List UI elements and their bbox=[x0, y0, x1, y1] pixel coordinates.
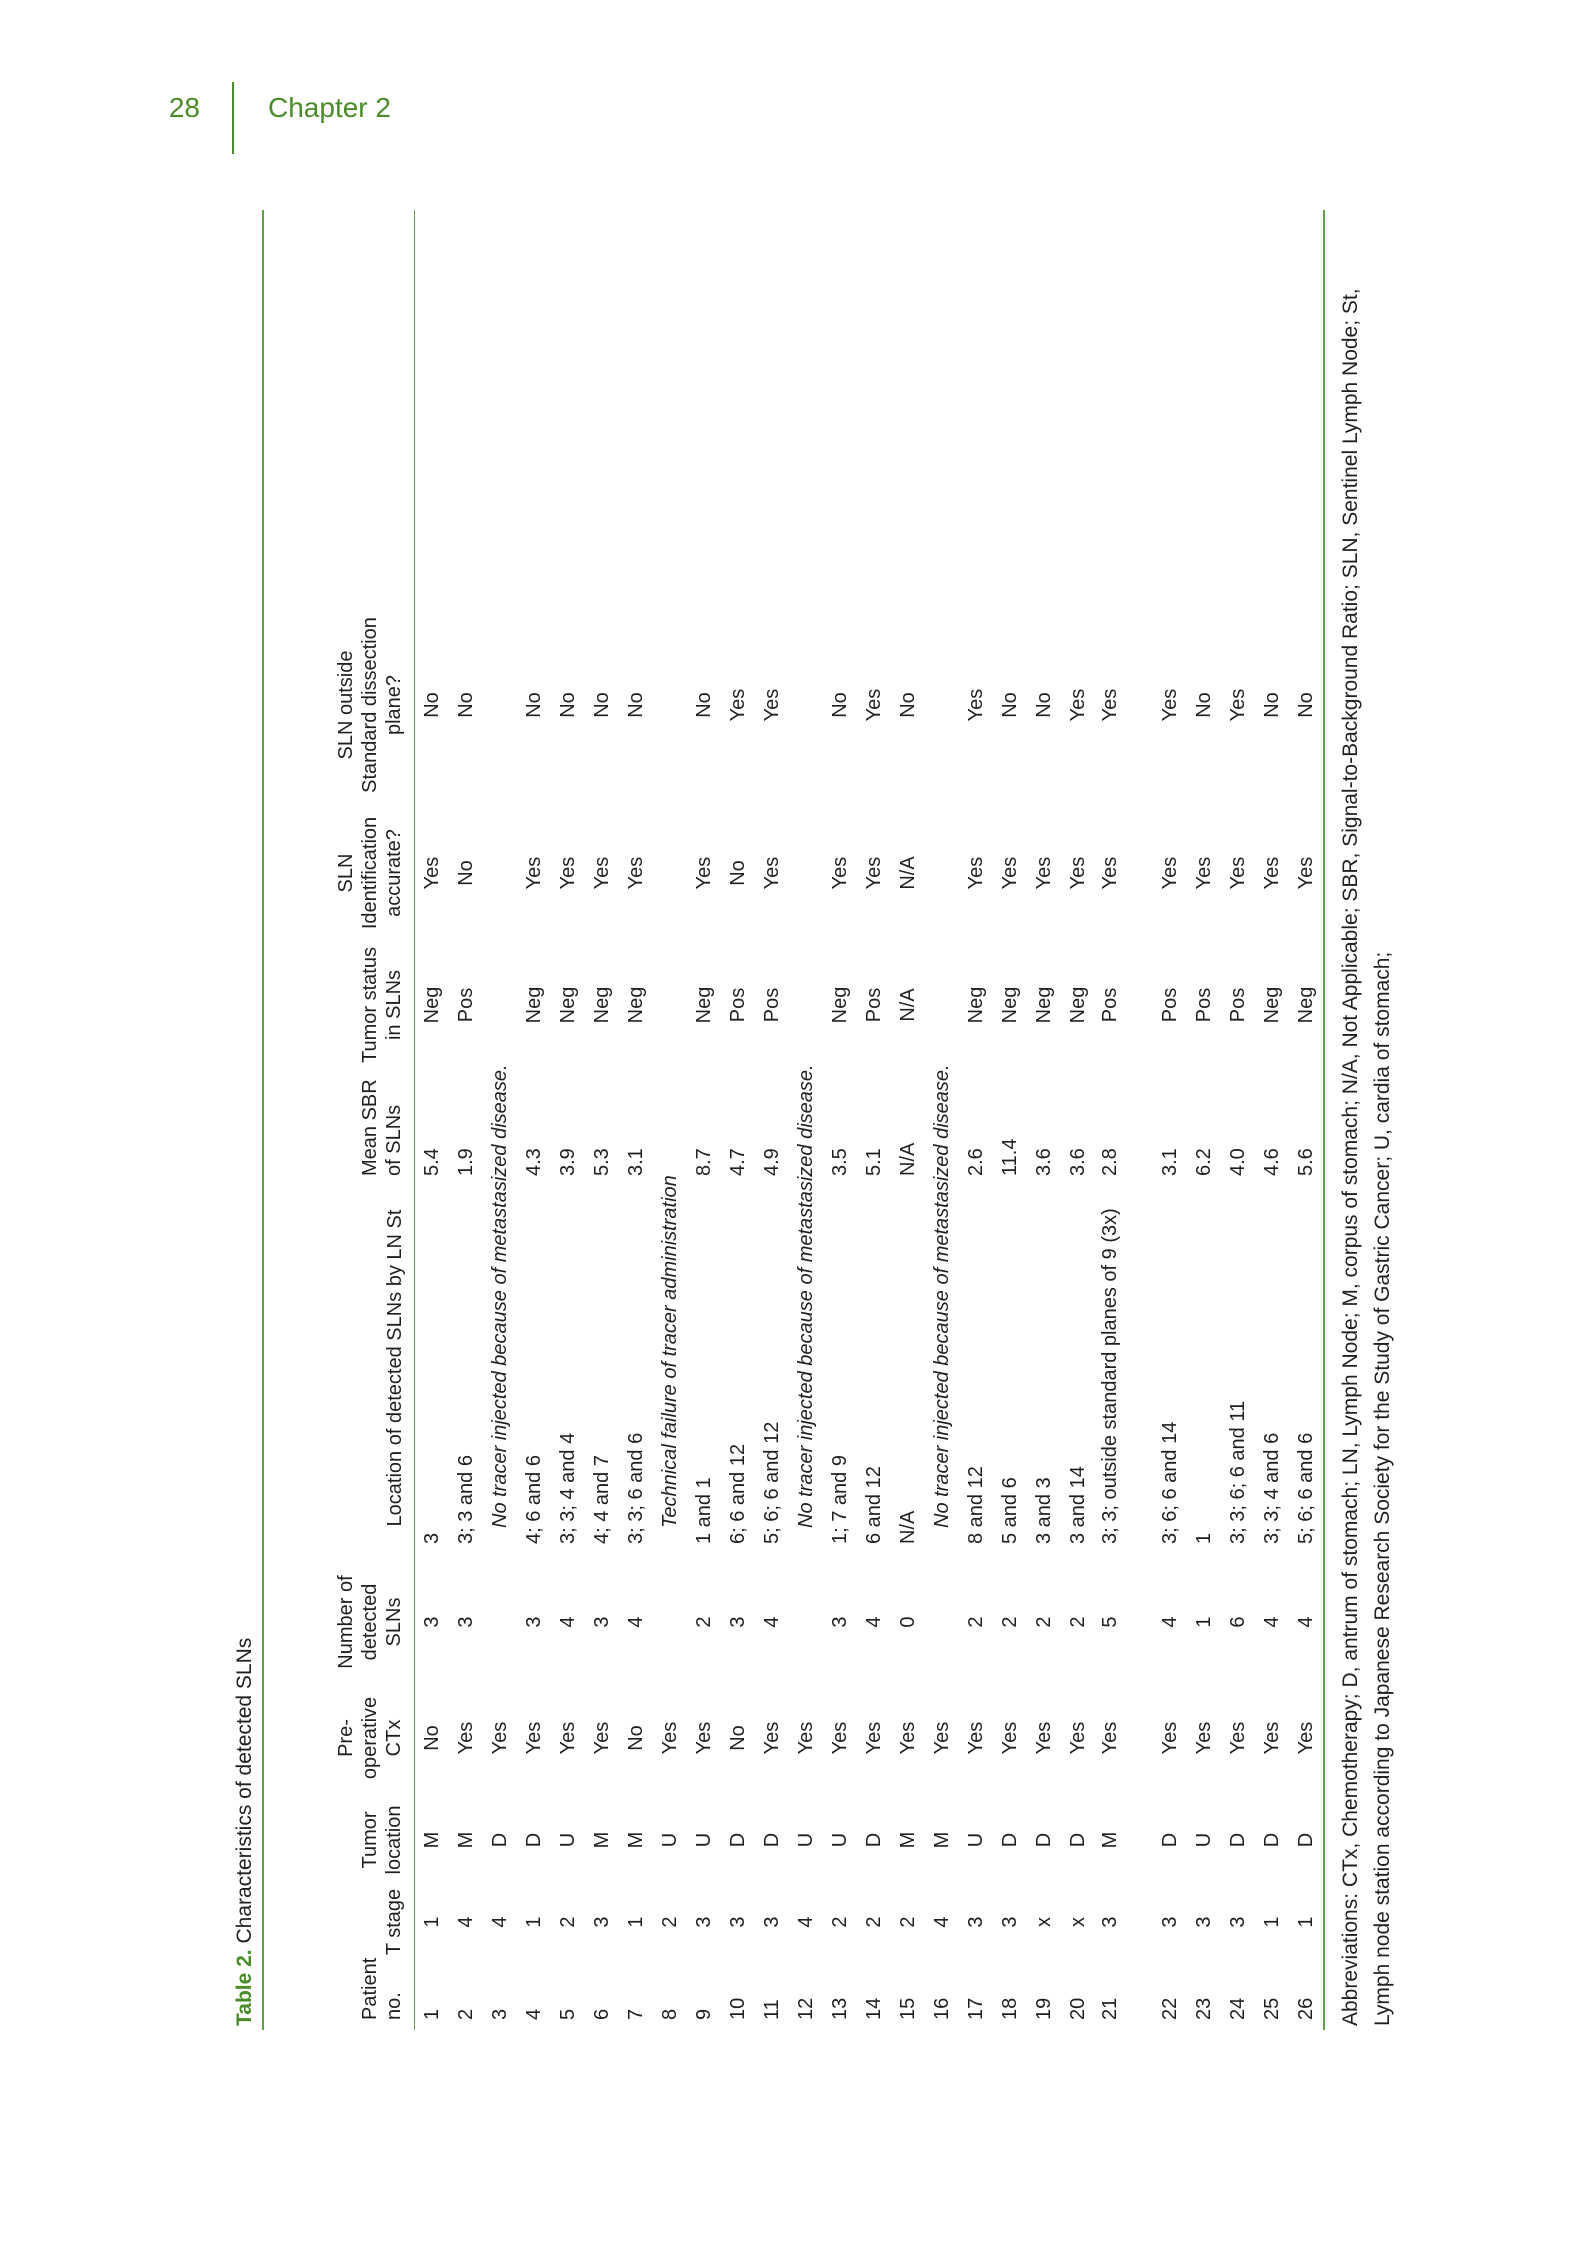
table-cell: 4; 6 and 6 bbox=[523, 1455, 545, 1544]
table-cell: Yes bbox=[794, 1721, 817, 1755]
table-cell: Yes bbox=[1158, 856, 1181, 890]
table-cell: 3; 3; outside standard planes of 9 (3x) bbox=[1099, 1208, 1121, 1544]
table-row bbox=[1153, 210, 1187, 2030]
table-cell: Neg bbox=[624, 986, 647, 1024]
table-cell: N/A bbox=[896, 988, 919, 1022]
table-cell: x bbox=[1066, 1917, 1089, 1927]
table-cell: D bbox=[1066, 1832, 1089, 1848]
table-cell: 4 bbox=[1260, 1616, 1283, 1628]
table-cell: 3 bbox=[454, 1616, 477, 1628]
table-cell: 2 bbox=[964, 1616, 987, 1628]
table-cell: 3 bbox=[1192, 1916, 1215, 1928]
table-cell: No bbox=[998, 692, 1021, 718]
table-cell: 4 bbox=[930, 1916, 953, 1928]
table-row bbox=[823, 210, 857, 2030]
table-header-row bbox=[264, 210, 414, 2030]
table-cell: Pos bbox=[726, 987, 749, 1023]
row-note: No tracer injected because of metastasized disease. bbox=[931, 1064, 953, 1528]
table-cell: No bbox=[726, 860, 749, 886]
table-cell: 3 and 3 bbox=[1033, 1477, 1055, 1544]
table-cell: Yes bbox=[1032, 1721, 1055, 1755]
table-cell: 3.5 bbox=[828, 1148, 851, 1176]
table-cell: 4 bbox=[522, 2008, 545, 2020]
table-cell: Neg bbox=[1032, 986, 1055, 1024]
table-cell: 0 bbox=[896, 1616, 919, 1628]
table-cell: 6 bbox=[1226, 1616, 1249, 1628]
table-cell: Yes bbox=[624, 856, 647, 890]
table-cell: No bbox=[420, 692, 443, 718]
table-cell: D bbox=[1294, 1832, 1317, 1848]
table-cell: Yes bbox=[760, 856, 783, 890]
table-cell: 1 bbox=[1260, 1916, 1283, 1928]
table-cell: 6.2 bbox=[1192, 1148, 1215, 1176]
table-cell: Neg bbox=[556, 986, 579, 1024]
table-cell: Neg bbox=[590, 986, 613, 1024]
table-cell: No bbox=[624, 1725, 647, 1751]
table-cell: 3.6 bbox=[1066, 1148, 1089, 1176]
table-cell: Yes bbox=[896, 1721, 919, 1755]
table-row bbox=[891, 210, 925, 2030]
table-cell: 13 bbox=[828, 1997, 851, 2020]
column-header: T stage bbox=[383, 1888, 405, 1956]
table-cell: D bbox=[760, 1832, 783, 1848]
table-row bbox=[755, 210, 789, 2030]
table-cell: Yes bbox=[658, 1721, 681, 1755]
rotated-table-block bbox=[230, 210, 1400, 2030]
table-cell: Yes bbox=[522, 1721, 545, 1755]
table-cell: Yes bbox=[964, 688, 987, 722]
table-cell: U bbox=[794, 1832, 817, 1848]
table-cell: 3 bbox=[726, 1916, 749, 1928]
table-cell: 3.6 bbox=[1032, 1148, 1055, 1176]
table-cell: 23 bbox=[1192, 1997, 1215, 2020]
table-cell: 4 bbox=[488, 1916, 511, 1928]
table-cell: U bbox=[1192, 1832, 1215, 1848]
table-cell: 2 bbox=[828, 1916, 851, 1928]
table-row bbox=[517, 210, 551, 2030]
table-cell: 3.9 bbox=[556, 1148, 579, 1176]
table-cell: N/A bbox=[896, 1142, 919, 1176]
table-cell: N/A bbox=[897, 1510, 919, 1544]
table-cell: D bbox=[488, 1832, 511, 1848]
table-cell: No bbox=[896, 692, 919, 718]
table-cell: Yes bbox=[964, 1721, 987, 1755]
table-cell: 12 bbox=[794, 1997, 817, 2020]
table-cell: Yes bbox=[964, 856, 987, 890]
table-cell: Neg bbox=[1294, 986, 1317, 1024]
table-cell: 3 bbox=[692, 1916, 715, 1928]
table-cell: Yes bbox=[1260, 856, 1283, 890]
table-cell: M bbox=[590, 1831, 613, 1849]
table-cell: 3 and 14 bbox=[1067, 1466, 1089, 1544]
table-caption-label: Table 2. bbox=[233, 1949, 256, 2026]
table-cell: 1; 7 and 9 bbox=[829, 1455, 851, 1544]
table-row bbox=[1095, 210, 1153, 2030]
table-row bbox=[1187, 210, 1221, 2030]
table-cell: 5; 6; 6 and 6 bbox=[1295, 1432, 1317, 1544]
table-cell: 3 bbox=[964, 1916, 987, 1928]
table-cell: D bbox=[1158, 1832, 1181, 1848]
table-cell: Yes bbox=[692, 1721, 715, 1755]
table-cell: No bbox=[556, 692, 579, 718]
table-cell: M bbox=[930, 1831, 953, 1849]
table-cell: Neg bbox=[1260, 986, 1283, 1024]
table-cell: Yes bbox=[1192, 856, 1215, 890]
table-cell: Yes bbox=[1032, 856, 1055, 890]
table-cell: 5.3 bbox=[590, 1148, 613, 1176]
table-cell: Yes bbox=[522, 856, 545, 890]
table-cell: Yes bbox=[862, 856, 885, 890]
column-header: Patient no. bbox=[359, 1957, 405, 2020]
table-cell: M bbox=[454, 1831, 477, 1849]
table-row bbox=[619, 210, 653, 2030]
table-row bbox=[1289, 210, 1323, 2030]
table-cell: Yes bbox=[998, 1721, 1021, 1755]
table-cell: 5.4 bbox=[420, 1148, 443, 1176]
table-cell: Pos bbox=[1226, 987, 1249, 1023]
table-cell: Yes bbox=[1294, 856, 1317, 890]
table-cell: U bbox=[964, 1832, 987, 1848]
table-row bbox=[585, 210, 619, 2030]
table-cell: 3 bbox=[1226, 1916, 1249, 1928]
table-cell: Yes bbox=[1066, 1721, 1089, 1755]
table-cell: No bbox=[1032, 692, 1055, 718]
table-cell: D bbox=[998, 1832, 1021, 1848]
table-body bbox=[415, 210, 1323, 2030]
table-cell: 3; 3; 4 and 4 bbox=[557, 1432, 579, 1544]
table-cell: M bbox=[896, 1831, 919, 1849]
table-cell: 3 bbox=[1158, 1916, 1181, 1928]
table-cell: No bbox=[726, 1725, 749, 1751]
table-cell: 1 bbox=[1294, 1916, 1317, 1928]
table-cell: Yes bbox=[1099, 856, 1121, 890]
table-cell: Yes bbox=[1226, 856, 1249, 890]
table-cell: 1 and 1 bbox=[693, 1477, 715, 1544]
table-cell: Yes bbox=[1294, 1721, 1317, 1755]
table-cell: 14 bbox=[862, 1997, 885, 2020]
table-cell: 11 bbox=[760, 1999, 783, 2020]
table-row bbox=[1221, 210, 1255, 2030]
table-cell: 22 bbox=[1158, 1997, 1181, 2020]
table-cell: No bbox=[828, 692, 851, 718]
table-cell: 5 bbox=[556, 2008, 579, 2020]
table-cell: 3 bbox=[590, 1916, 613, 1928]
row-note: Technical failure of tracer administration bbox=[659, 1175, 681, 1528]
table-cell: 3 bbox=[420, 1616, 443, 1628]
chapter-title: Chapter 2 bbox=[268, 92, 391, 123]
table-row bbox=[449, 210, 483, 2030]
column-header: Location of detected SLNs by LN St bbox=[384, 1209, 406, 1527]
column-header: Tumor location bbox=[359, 1805, 405, 1875]
table-cell: 6 and 12 bbox=[863, 1466, 885, 1544]
table-cell: D bbox=[1226, 1832, 1249, 1848]
row-note: No tracer injected because of metastasized disease. bbox=[795, 1064, 817, 1528]
table-caption-text: Characteristics of detected SLNs bbox=[233, 1637, 256, 1950]
table-row bbox=[721, 210, 755, 2030]
table-cell: 24 bbox=[1226, 1997, 1249, 2020]
table-cell: 2 bbox=[658, 1916, 681, 1928]
table-cell: D bbox=[1260, 1832, 1283, 1848]
table-cell: 3 bbox=[828, 1616, 851, 1628]
table-row bbox=[959, 210, 993, 2030]
table-cell: 2 bbox=[998, 1616, 1021, 1628]
table-cell: 5.6 bbox=[1294, 1148, 1317, 1176]
table-row bbox=[789, 210, 823, 2030]
table-cell: 4 bbox=[454, 1916, 477, 1928]
table-cell: Yes bbox=[1158, 1721, 1181, 1755]
table-row bbox=[483, 210, 517, 2030]
table-cell: 20 bbox=[1066, 1997, 1089, 2020]
table-cell: 3; 6; 6 and 14 bbox=[1159, 1421, 1181, 1544]
table-cell: Yes bbox=[862, 688, 885, 722]
table-cell: Neg bbox=[522, 986, 545, 1024]
table-cell: 3 bbox=[421, 1532, 443, 1544]
table-cell: Yes bbox=[930, 1721, 953, 1755]
table-cell: 4 bbox=[624, 1616, 647, 1628]
table-cell: U bbox=[556, 1832, 579, 1848]
table-cell: 2 bbox=[692, 1616, 715, 1628]
table-row bbox=[551, 210, 585, 2030]
table-cell: 4 bbox=[1294, 1616, 1317, 1628]
table-cell: Yes bbox=[1226, 1721, 1249, 1755]
table-cell: 3 bbox=[488, 2008, 511, 2020]
data-table bbox=[262, 210, 1325, 2030]
table-cell: Pos bbox=[1192, 987, 1215, 1023]
table-cell: Yes bbox=[420, 856, 443, 890]
table-cell: 3 bbox=[522, 1616, 545, 1628]
table-cell: 4.6 bbox=[1260, 1148, 1283, 1176]
column-header: SLN outside Standard dissection plane? bbox=[335, 617, 405, 793]
table-row bbox=[1027, 210, 1061, 2030]
table-cell: M bbox=[1099, 1831, 1121, 1849]
table-cell: Yes bbox=[1158, 688, 1181, 722]
table-cell: 6; 6 and 12 bbox=[727, 1443, 749, 1544]
table-cell: Neg bbox=[828, 986, 851, 1024]
table-cell: 1.9 bbox=[454, 1148, 477, 1176]
table-cell: 1 bbox=[420, 1916, 443, 1928]
table-cell: 15 bbox=[896, 1997, 919, 2020]
table-cell: 4.0 bbox=[1226, 1148, 1249, 1176]
table-cell: 2.8 bbox=[1099, 1148, 1121, 1176]
abbreviations-footnote: Abbreviations: CTx, Chemotherapy; D, antrum of stomach; LN, Lymph Node; M, corpus of stomach; N/A, Not Applicable; SBR, Signal-to-Background Ratio; SLN, Sentinel Lymph Node; St, Lymph node station according to Japanese Research Society for the Study of Gastric Cancer; U, cardia of stomach; bbox=[1339, 288, 1394, 2026]
table-cell: 3 bbox=[1099, 1916, 1121, 1928]
column-header: Tumor status in SLNs bbox=[359, 947, 405, 1063]
table-cell: 4; 4 and 7 bbox=[591, 1455, 613, 1544]
table-cell: 8 and 12 bbox=[965, 1466, 987, 1544]
table-cell: 21 bbox=[1099, 1997, 1121, 2020]
table-cell: 4 bbox=[760, 1616, 783, 1628]
table-cell: Yes bbox=[590, 856, 613, 890]
table-cell: Yes bbox=[1192, 1721, 1215, 1755]
table-cell: Yes bbox=[828, 856, 851, 890]
table-cell: N/A bbox=[896, 856, 919, 890]
table-cell: 5.1 bbox=[862, 1148, 885, 1176]
table-cell: 5; 6; 6 and 12 bbox=[761, 1421, 783, 1544]
table-cell: No bbox=[624, 692, 647, 718]
table-cell: Yes bbox=[1099, 1721, 1121, 1755]
table-cell: D bbox=[862, 1832, 885, 1848]
table-cell: U bbox=[692, 1832, 715, 1848]
table-cell: Yes bbox=[828, 1721, 851, 1755]
table-cell: 18 bbox=[998, 1997, 1021, 2020]
table-row bbox=[415, 210, 449, 2030]
row-note: No tracer injected because of metastasized disease. bbox=[489, 1064, 511, 1528]
table-cell: Yes bbox=[726, 688, 749, 722]
table-cell: Neg bbox=[998, 986, 1021, 1024]
table-cell: M bbox=[624, 1831, 647, 1849]
table-cell: No bbox=[590, 692, 613, 718]
table-row bbox=[993, 210, 1027, 2030]
table-cell: 11.4 bbox=[998, 1138, 1021, 1176]
table-row bbox=[653, 210, 687, 2030]
column-header: Mean SBR of SLNs bbox=[359, 1079, 405, 1176]
table-cell: 2 bbox=[1066, 1616, 1089, 1628]
table-cell: D bbox=[1032, 1832, 1055, 1848]
table-cell: 4 bbox=[1158, 1616, 1181, 1628]
table-cell: 9 bbox=[692, 2008, 715, 2020]
table-cell: U bbox=[828, 1832, 851, 1848]
table-cell: D bbox=[522, 1832, 545, 1848]
table-cell: Pos bbox=[1099, 987, 1121, 1023]
table-cell: Neg bbox=[692, 986, 715, 1024]
table-cell: 3 bbox=[726, 1616, 749, 1628]
table-cell: 1 bbox=[420, 2008, 443, 2020]
table-cell: 2 bbox=[862, 1916, 885, 1928]
table-cell: Yes bbox=[1066, 856, 1089, 890]
table-cell: 3.1 bbox=[624, 1148, 647, 1176]
table-cell: Pos bbox=[1158, 987, 1181, 1023]
table-row bbox=[925, 210, 959, 2030]
table-bottom-rule bbox=[1323, 210, 1325, 2030]
table-cell: 10 bbox=[726, 1997, 749, 2020]
table-cell: D bbox=[726, 1832, 749, 1848]
table-cell: 4.3 bbox=[522, 1148, 545, 1176]
table-caption bbox=[230, 210, 262, 2026]
table-cell: 3.1 bbox=[1158, 1148, 1181, 1176]
table-cell: 1 bbox=[1193, 1532, 1215, 1544]
table-cell: Yes bbox=[1260, 1721, 1283, 1755]
table-row bbox=[1255, 210, 1289, 2030]
table-cell: 2 bbox=[556, 1916, 579, 1928]
page-number: 28 bbox=[168, 92, 200, 123]
table-cell: 19 bbox=[1032, 1997, 1055, 2020]
table-cell: 5 and 6 bbox=[999, 1477, 1021, 1544]
table-cell: 8.7 bbox=[692, 1148, 715, 1176]
table-cell: No bbox=[420, 1725, 443, 1751]
table-cell: 3 bbox=[760, 1916, 783, 1928]
table-cell: Yes bbox=[760, 688, 783, 722]
table-cell: No bbox=[454, 860, 477, 886]
table-cell: Pos bbox=[454, 987, 477, 1023]
table-cell: Yes bbox=[454, 1721, 477, 1755]
table-cell: 25 bbox=[1260, 1997, 1283, 2020]
table-cell: 3 bbox=[998, 1916, 1021, 1928]
table-cell: U bbox=[658, 1832, 681, 1848]
table-cell: 1 bbox=[624, 1916, 647, 1928]
table-cell: 7 bbox=[624, 2008, 647, 2020]
table-cell: 5 bbox=[1099, 1616, 1121, 1628]
table-cell: Yes bbox=[556, 1721, 579, 1755]
table-cell: Yes bbox=[488, 1721, 511, 1755]
table-row bbox=[857, 210, 891, 2030]
table-cell: Yes bbox=[862, 1721, 885, 1755]
table-cell: 2 bbox=[454, 2008, 477, 2020]
table-cell: 4.7 bbox=[726, 1148, 749, 1176]
table-cell: Pos bbox=[760, 987, 783, 1023]
table-row bbox=[687, 210, 721, 2030]
column-header: SLN Identification accurate? bbox=[335, 816, 405, 930]
table-cell: Yes bbox=[1099, 688, 1121, 722]
table-cell: 4 bbox=[794, 1916, 817, 1928]
table-cell: No bbox=[454, 692, 477, 718]
table-cell: 4.9 bbox=[760, 1148, 783, 1176]
table-cell: 1 bbox=[522, 1916, 545, 1928]
table-cell: 3; 3 and 6 bbox=[455, 1455, 477, 1544]
table-cell: Neg bbox=[964, 986, 987, 1024]
table-cell: 4 bbox=[862, 1616, 885, 1628]
table-cell: 16 bbox=[930, 1997, 953, 2020]
table-cell: No bbox=[692, 692, 715, 718]
table-cell: 8 bbox=[658, 2008, 681, 2020]
table-cell: No bbox=[522, 692, 545, 718]
table-cell: M bbox=[420, 1831, 443, 1849]
table-cell: Yes bbox=[590, 1721, 613, 1755]
table-cell: 3; 3; 6; 6 and 11 bbox=[1227, 1400, 1249, 1544]
table-cell: No bbox=[1260, 692, 1283, 718]
column-header: Number of detected SLNs bbox=[335, 1575, 405, 1669]
table-cell: 2 bbox=[896, 1916, 919, 1928]
table-row bbox=[1061, 210, 1095, 2030]
table-cell: 3; 3; 6 and 6 bbox=[625, 1432, 647, 1544]
table-cell: No bbox=[1294, 692, 1317, 718]
table-cell: 1 bbox=[1192, 1616, 1215, 1628]
table-cell: 3; 3; 4 and 6 bbox=[1261, 1432, 1283, 1544]
table-cell: Yes bbox=[1226, 688, 1249, 722]
table-cell: 17 bbox=[964, 1997, 987, 2020]
table-cell: 3 bbox=[590, 1616, 613, 1628]
table-cell: 6 bbox=[590, 2008, 613, 2020]
table-cell: Yes bbox=[760, 1721, 783, 1755]
header-divider bbox=[232, 82, 234, 154]
column-header: Pre-operative CTx bbox=[335, 1696, 405, 1780]
table-cell: No bbox=[1192, 692, 1215, 718]
table-cell: Neg bbox=[1066, 986, 1089, 1024]
table-cell: 26 bbox=[1294, 1997, 1317, 2020]
table-cell: Yes bbox=[1066, 688, 1089, 722]
table-cell: Neg bbox=[420, 986, 443, 1024]
table-cell: 2.6 bbox=[964, 1148, 987, 1176]
table-cell: Yes bbox=[556, 856, 579, 890]
table-cell: Pos bbox=[862, 987, 885, 1023]
table-cell: Yes bbox=[998, 856, 1021, 890]
table-cell: Yes bbox=[692, 856, 715, 890]
table-cell: 2 bbox=[1032, 1616, 1055, 1628]
table-cell: 4 bbox=[556, 1616, 579, 1628]
table-cell: x bbox=[1032, 1917, 1055, 1927]
